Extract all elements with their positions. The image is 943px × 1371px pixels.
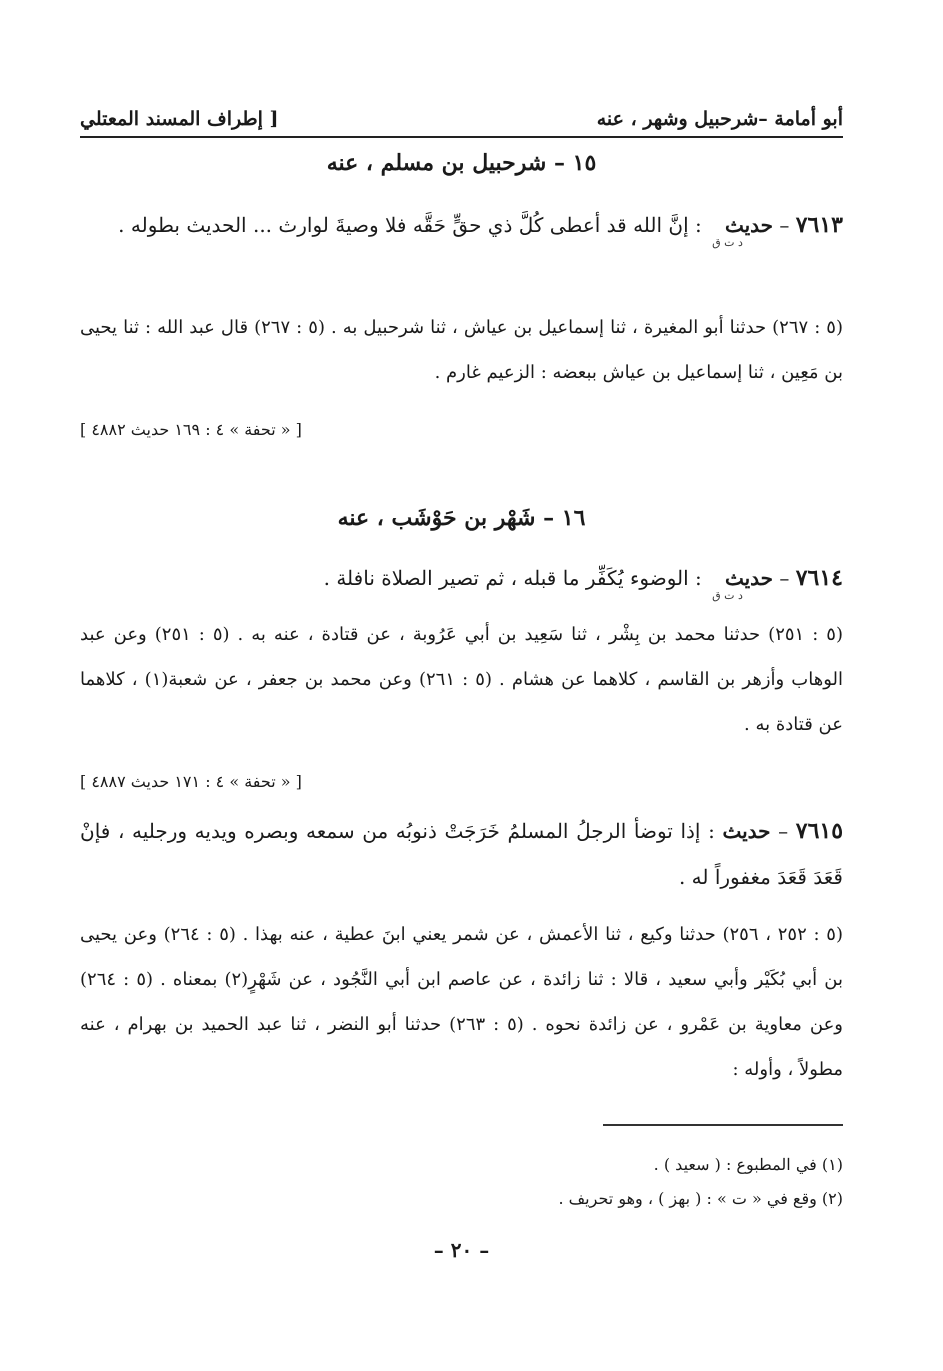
- book-symbols: د ت ق: [712, 236, 743, 249]
- hadith-number: ٧٦١٤: [795, 565, 843, 591]
- tuhfa-ref-7614: [ « تحفة » ٤ : ١٧١ حديث ٤٨٨٧ ]: [80, 772, 302, 791]
- hadith-7613: ٧٦١٣ – حديثد ت ق : إنَّ الله قد أعطى كُلَّ ذي حقٍّ حَقَّه فلا وصيةَ لوارث ... الحديث بطوله .: [118, 212, 843, 249]
- book-symbols: د ت ق: [712, 589, 743, 602]
- footnote-1: (١) في المطبوع : ( سعيد ) .: [653, 1155, 843, 1174]
- footnote-2: (٢) وقع في « ت » : ( بهز ) ، وهو تحريف .: [558, 1189, 843, 1208]
- isnad-7613: (٥ : ٢٦٧) حدثنا أبو المغيرة ، ثنا إسماعيل بن عياش ، ثنا شرحبيل به . (٥ : ٢٦٧) قال عبد الله : ثنا يحيى بن مَعِين ، ثنا إسماعيل بن عياش ببعضه : الزعيم غارم .: [80, 317, 843, 383]
- hadith-number: ٧٦١٣: [795, 212, 843, 238]
- section-title-15: ١٥ – شرحبيل بن مسلم ، عنه: [326, 150, 597, 176]
- footnotes: [80, 1148, 843, 1216]
- running-header: [80, 90, 843, 138]
- tuhfa-ref-7613: [ « تحفة » ٤ : ١٦٩ حديث ٤٨٨٢ ]: [80, 420, 302, 439]
- hadith-7615: ٧٦١٥ – حديث : إذا توضأ الرجلُ المسلمُ خَرَجَتْ ذنوبُه من سمعه وبصره ويديه ورجليه ، فإنْ قَعَدَ قَعَدَ مغفوراً له .: [80, 818, 844, 889]
- isnad-7615: (٥ : ٢٥٢ ، ٢٥٦) حدثنا وكيع ، ثنا الأعمش ، عن شمر يعني ابنَ عطية ، عنه بهذا . (٥ : ٢٦٤) وعن يحيى بن أبي بُكَيْر وأبي سعيد ، قالا : ثنا زائدة ، عن عاصم ابن أبي النَّجُود ، عن شَهْرٍ(٢) بمعناه . (٥ : ٢٦٤) وعن معاوية بن عَمْرو ، عن زائدة نحوه . (٥ : ٢٦٣) حدثنا أبو النضر ، ثنا عبد الحميد بن بهرام ، عنه مطولاً ، وأوله :: [80, 924, 844, 1080]
- hadith-number: ٧٦١٥: [795, 818, 844, 844]
- section-title-16: ١٦ – شَهْر بن حَوْشَب ، عنه: [337, 505, 586, 531]
- hadith-text: : إنَّ الله قد أعطى كُلَّ ذي حقٍّ حَقَّه فلا وصيةَ لوارث ... الحديث بطوله .: [118, 213, 702, 237]
- footnote-divider: [603, 1124, 843, 1126]
- isnad-7614: (٥ : ٢٥١) حدثنا محمد بن بِشْر ، ثنا سَعِيد بن أبي عَرُوبة ، عن قتادة ، عنه به . (٥ : ٢٥١) وعن عبد الوهاب وأزهر بن القاسم ، كلاهما عن هشام . (٥ : ٢٦١) وعن محمد بن جعفر ، عن شعبة(١) ، كلاهما عن قتادة به .: [80, 624, 843, 735]
- hadith-text: : الوضوء يُكَفِّر ما قبله ، ثم تصير الصلاة نافلة .: [323, 566, 702, 590]
- hadith-7614: ٧٦١٤ – حديثد ت ق : الوضوء يُكَفِّر ما قبله ، ثم تصير الصلاة نافلة .: [323, 565, 843, 602]
- hadith-keyword: حديث: [722, 819, 771, 843]
- hadith-keyword: حديث: [724, 213, 774, 237]
- page-number: – ٢٠ –: [433, 1238, 490, 1262]
- hadith-keyword: حديث: [724, 566, 774, 590]
- header-section-title: أبو أمامة –شرحبيل وشهر ، عنه: [596, 108, 843, 130]
- hadith-text: : إذا توضأ الرجلُ المسلمُ خَرَجَتْ ذنوبُه من سمعه وبصره ويديه ورجليه ، فإنْ قَعَدَ قَعَدَ مغفوراً له .: [80, 819, 843, 889]
- page: [80, 0, 843, 1371]
- header-book-title: [ إطراف المسند المعتلي: [80, 108, 279, 130]
